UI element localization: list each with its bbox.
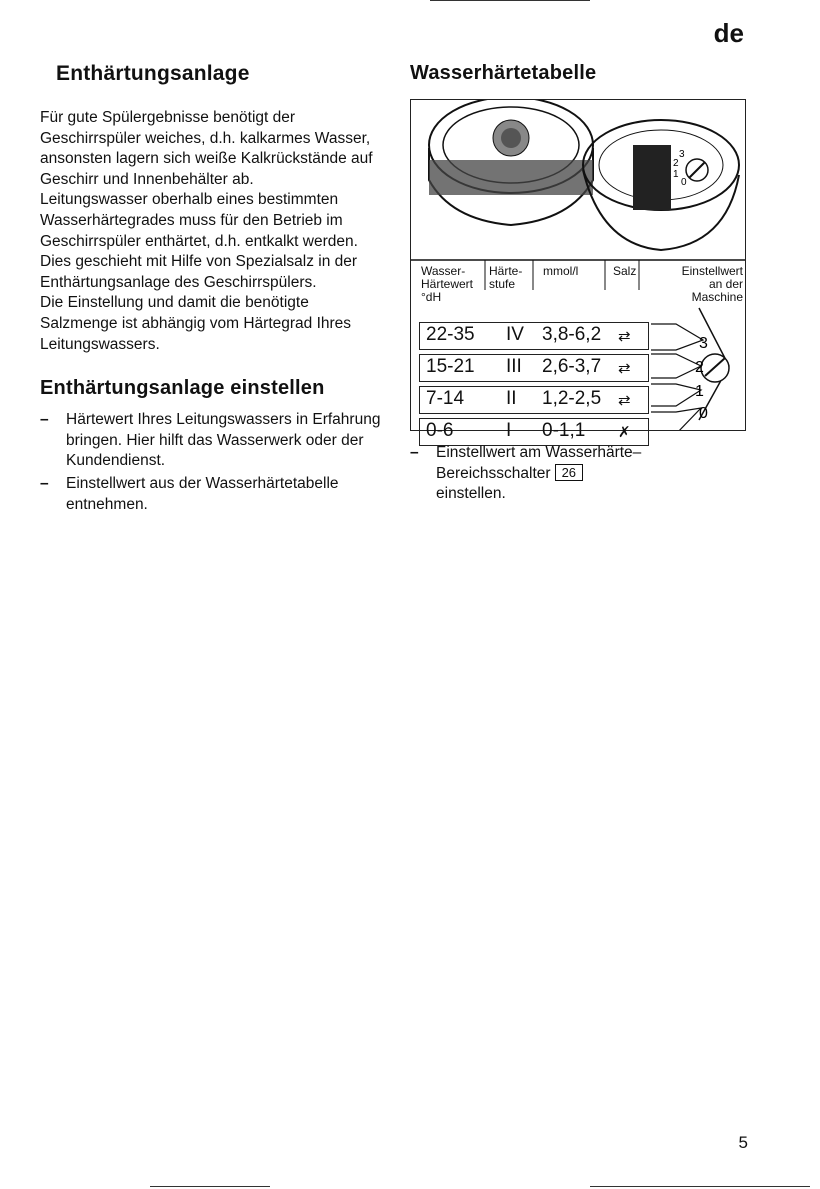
salt-cap-drawing xyxy=(429,100,593,225)
table-row xyxy=(419,354,649,382)
level-value: II xyxy=(506,388,517,409)
header-mmol: mmol/l xyxy=(543,264,579,278)
water-hardness-figure xyxy=(410,99,746,441)
language-code: de xyxy=(713,18,744,48)
salt-icon: ⇄ xyxy=(618,328,631,345)
page-number: 5 xyxy=(738,1133,748,1152)
mmol-value: 2,6-3,7 xyxy=(542,356,602,377)
hardness-selector-drawing xyxy=(583,120,739,250)
scan-bottom-rule xyxy=(150,1186,270,1187)
instruction-list xyxy=(40,410,385,515)
left-column xyxy=(40,62,385,517)
instruction-step-3 xyxy=(410,443,750,505)
intro-paragraph-3: Dies geschieht mit Hilfe von Spezialsalz in der Enthärtungsanlage des Geschirrspülers. xyxy=(40,253,358,291)
setting-arrows xyxy=(651,308,729,430)
intro-paragraph-2: Leitungswasser oberhalb eines bestimmten Wasserhärtegrades muss für den Betrieb im Geschirrspüler enthärtet, d.h. entkalkt werden. xyxy=(40,191,358,250)
mmol-value: 1,2-2,5 xyxy=(542,388,602,409)
setting-1: 1 xyxy=(695,383,704,400)
dh-value: 22-35 xyxy=(426,324,475,345)
table-row xyxy=(419,322,649,350)
scan-bottom-rule-right xyxy=(590,1186,810,1187)
level-value: III xyxy=(506,356,522,377)
setting-2: 2 xyxy=(695,359,704,376)
hardness-rows xyxy=(419,322,649,450)
table-section-title: Wasserhärtetabelle xyxy=(410,62,597,84)
header-level: Härte- stufe xyxy=(489,264,523,291)
dh-value: 15-21 xyxy=(426,356,475,377)
intro-paragraph-1: Für gute Spülergebnisse benötigt der Geschirrspüler weiches, d.h. kalkarmes Wasser, ansonsten lagern sich weiße Kalkrückstände auf Geschirr und Innenbehälter ab. xyxy=(40,109,373,188)
setting-instruction xyxy=(410,443,750,505)
dial-number-3: 3 xyxy=(679,149,685,160)
setting-0: 0 xyxy=(699,405,708,422)
right-column xyxy=(410,62,750,507)
salt-icon: ⇄ xyxy=(618,360,631,377)
dial-number-0: 0 xyxy=(681,177,687,188)
dh-value: 7-14 xyxy=(426,388,465,409)
instruction-step-1 xyxy=(40,410,385,472)
dial-number-1: 1 xyxy=(673,169,679,180)
subsection-title: Enthärtungsanlage einstellen xyxy=(40,377,325,400)
header-hardness: Wasser- Härtewert °dH xyxy=(421,264,474,304)
mmol-value: 0-1,1 xyxy=(542,420,586,441)
dh-value: 0-6 xyxy=(426,420,454,441)
level-value: I xyxy=(506,420,512,441)
dash-bullet-icon: – xyxy=(40,474,49,492)
intro-paragraph-4: Die Einstellung und damit die benötigte Salzmenge ist abhängig vom Härtegrad Ihres Leitungswassers. xyxy=(40,294,352,353)
instruction-step-2 xyxy=(40,474,385,515)
no-salt-icon: ✗ xyxy=(618,424,631,441)
table-row xyxy=(419,386,649,414)
salt-icon: ⇄ xyxy=(618,392,631,409)
dash-bullet-icon: – xyxy=(410,444,419,461)
header-setting: Einstellwert an der Maschine xyxy=(681,264,743,304)
section-title: Enthärtungsanlage xyxy=(56,62,250,85)
setting-3: 3 xyxy=(699,335,708,352)
level-value: IV xyxy=(506,324,524,345)
step-2-text: Einstellwert aus der Wasserhärtetabelle entnehmen. xyxy=(66,474,339,513)
part-reference-badge: 26 xyxy=(555,464,583,481)
step-3-text: Einstellwert am Wasserhärte–Bereichsschalter xyxy=(436,444,642,482)
step-3-end: einstellen. xyxy=(436,485,506,503)
header-salt: Salz xyxy=(613,264,637,278)
mmol-value: 3,8-6,2 xyxy=(542,324,602,345)
step-1-text: Härtewert Ihres Leitungswassers in Erfahrung bringen. Hier hilft das Wasserwerk oder der Kundendienst. xyxy=(66,411,381,470)
table-row xyxy=(419,418,649,446)
scan-top-rule xyxy=(430,0,590,1)
dash-bullet-icon: – xyxy=(40,411,49,429)
dial-number-2: 2 xyxy=(673,158,679,169)
